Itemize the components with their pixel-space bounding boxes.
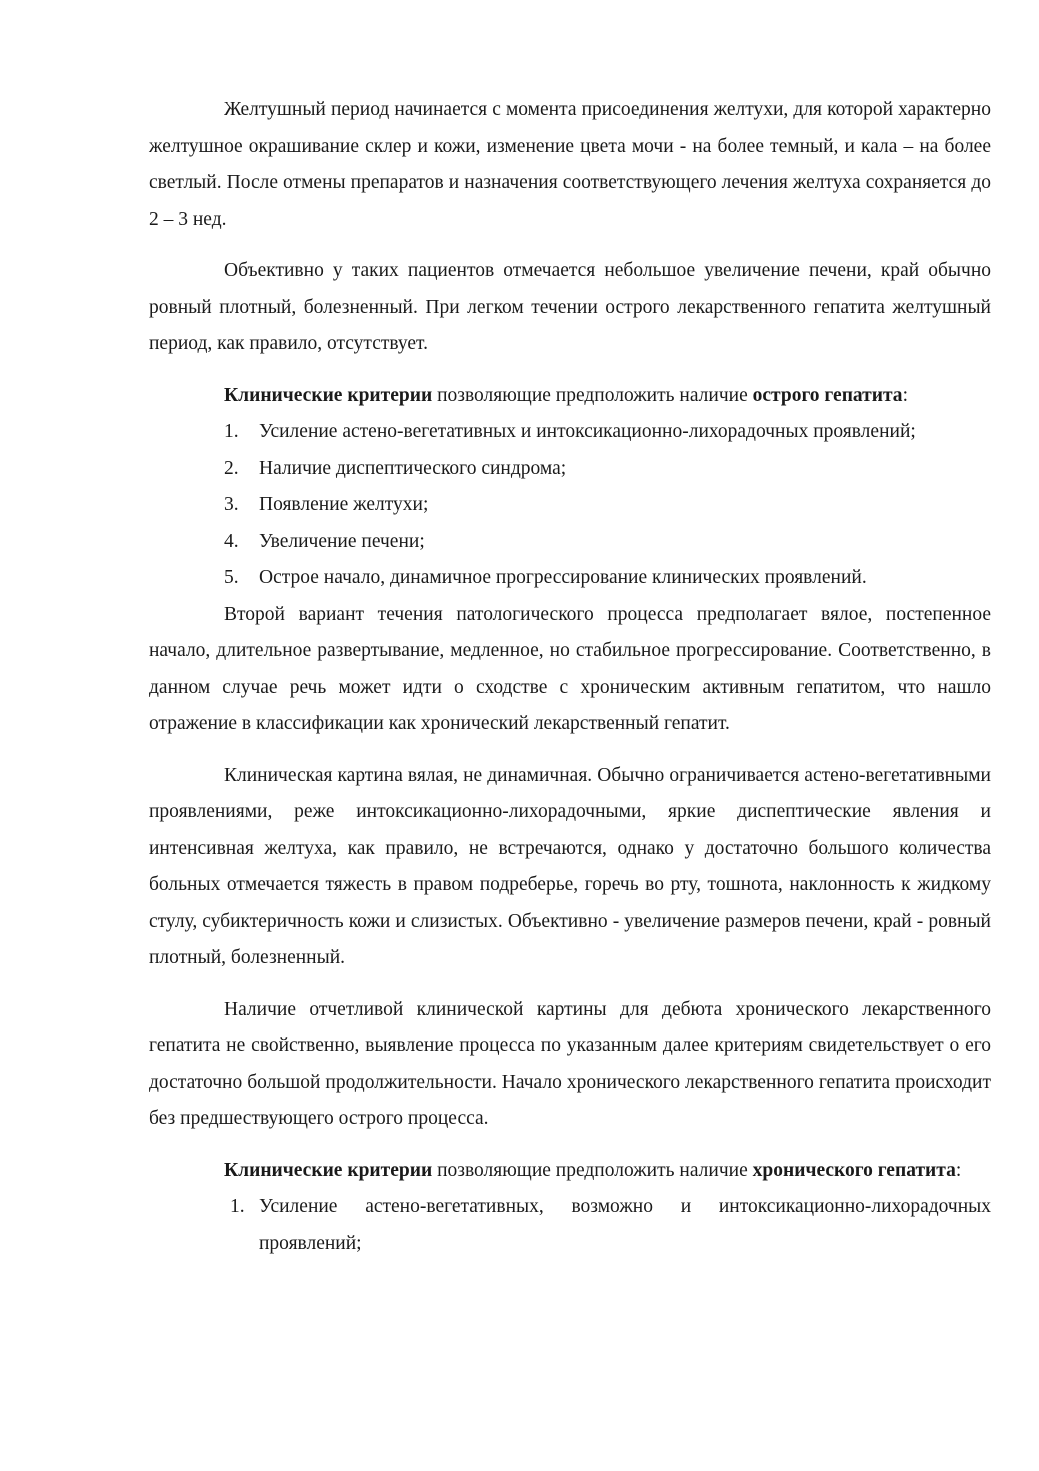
list-item-number: 3. bbox=[224, 494, 239, 515]
chronic-heading-colon: : bbox=[955, 1159, 962, 1181]
list-item-text: Усиление астено-вегетативных, возможно и интоксикационно-лихорадочных проявлений; bbox=[259, 1196, 991, 1254]
list-item-text: Увеличение печени; bbox=[259, 530, 425, 552]
acute-heading-bold-term: острого гепатита bbox=[752, 384, 903, 406]
paragraph-jaundice-period: Желтушный период начинается с момента присоединения желтухи, для которой характерно желтушное окрашивание склер и кожи, изменение цвета мочи - на более темный, и кала – на более светлый. После отмены препаратов и назначения соответствующего лечения желтуха сохраняется до 2 – 3 нед. bbox=[149, 99, 991, 230]
paragraph-clinical-picture: Клиническая картина вялая, не динамичная. Обычно ограничивается астено-вегетативными проявлениями, реже интоксикационно-лихорадочными, яркие диспептические явления и интенсивная желтуха, как правило, не встречаются, однако у достаточно большого количества больных отмечается тяжесть в правом подреберье, горечь во рту, тошнота, наклонность к жидкому стулу, субиктеричность кожи и слизистых. Объективно - увеличение размеров печени, край - ровный плотный, болезненный. bbox=[149, 764, 991, 968]
paragraph-objective-findings: Объективно у таких пациентов отмечается небольшое увеличение печени, край обычно ровный плотный, болезненный. При легком течении острого лекарственного гепатита желтушный период, как правило, отсутствует. bbox=[149, 260, 991, 354]
chronic-heading-bold-term: хронического гепатита bbox=[752, 1159, 956, 1181]
chronic-heading-text: позволяющие предположить наличие bbox=[432, 1159, 753, 1181]
list-item-text: Появление желтухи; bbox=[259, 494, 429, 515]
acute-heading-text: позволяющие предположить наличие bbox=[432, 384, 753, 406]
list-item-number: 1. bbox=[230, 1196, 245, 1217]
acute-heading-bold: Клинические критерии bbox=[224, 384, 433, 406]
list-item bbox=[149, 1189, 991, 1262]
chronic-criteria-heading bbox=[149, 1153, 991, 1190]
list-item-number: 2. bbox=[224, 457, 239, 479]
list-item bbox=[149, 560, 991, 597]
list-item bbox=[149, 414, 991, 451]
list-item-text: Усиление астено-вегетативных и интоксикационно-лихорадочных проявлений; bbox=[259, 421, 916, 442]
list-item-number: 5. bbox=[224, 567, 239, 588]
acute-heading-colon: : bbox=[902, 384, 908, 406]
chronic-heading-bold: Клинические критерии bbox=[224, 1159, 433, 1181]
list-item bbox=[149, 487, 991, 524]
list-item-text: Острое начало, динамичное прогрессирование клинических проявлений. bbox=[259, 567, 867, 588]
list-item-number: 1. bbox=[224, 421, 239, 442]
paragraph-chronic-onset: Наличие отчетливой клинической картины для дебюта хронического лекарственного гепатита не свойственно, выявление процесса по указанным далее критериям свидетельствует о его достаточно большой продолжительности. Начало хронического лекарственного гепатита происходит без предшествующего острого процесса. bbox=[149, 998, 991, 1129]
chronic-criteria-list bbox=[149, 1189, 991, 1262]
list-item-number: 4. bbox=[224, 530, 239, 552]
list-item bbox=[149, 451, 991, 488]
document-page bbox=[149, 92, 991, 1262]
acute-criteria-heading bbox=[149, 378, 991, 415]
list-item bbox=[149, 524, 991, 561]
paragraph-second-variant: Второй вариант течения патологического процесса предполагает вялое, постепенное начало, длительное развертывание, медленное, но стабильное прогрессирование. Соответственно, в данном случае речь может идти о сходстве с хроническим активным гепатитом, что нашло отражение в классификации как хронический лекарственный гепатит. bbox=[149, 603, 991, 734]
acute-criteria-list bbox=[149, 414, 991, 597]
list-item-text: Наличие диспептического синдрома; bbox=[259, 457, 567, 479]
